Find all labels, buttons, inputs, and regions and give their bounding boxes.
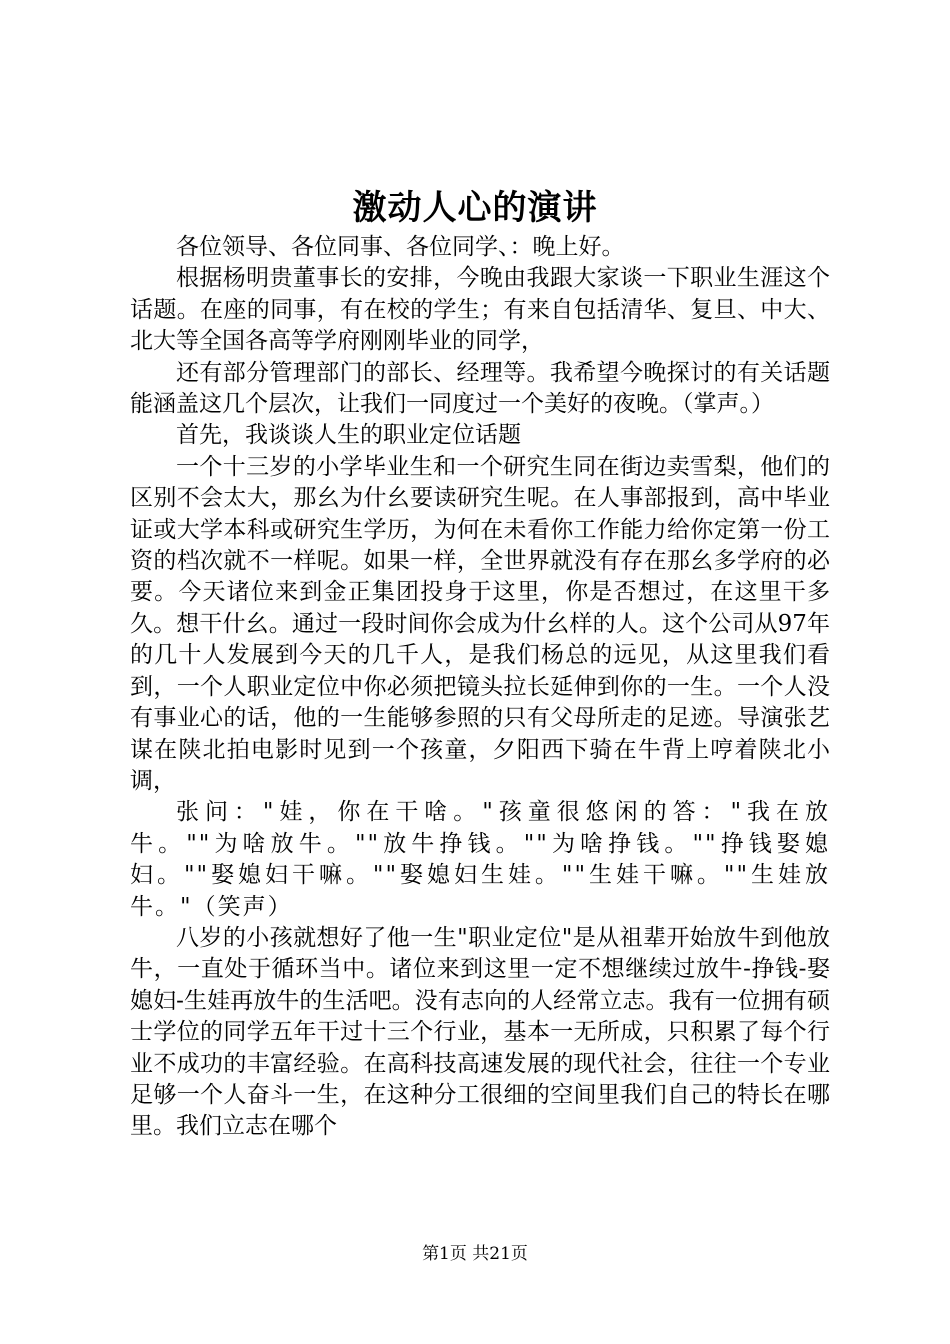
document-title: 激动人心的演讲 (352, 188, 598, 228)
paragraph-dialogue: 张问："娃，你在干啥。"孩童很悠闲的答："我在放牛。""为啥放牛。""放牛挣钱。""为啥挣钱。""挣钱娶媳妇。""娶媳妇干嘛。""娶媳妇生娃。""生娃干嘛。""生娃放牛。"（笑声） (130, 799, 830, 920)
document-body (130, 232, 830, 1143)
paragraph-reflection: 八岁的小孩就想好了他一生"职业定位"是从祖辈开始放牛到他放牛，一直处于循环当中。诸位来到这里一定不想继续过放牛-挣钱-娶媳妇-生娃再放牛的生活吧。没有志向的人经常立志。我有一位拥有硕士学位的同学五年干过十三个行业，基本一无所成，只积累了每个行业不成功的丰富经验。在高科技高速发展的现代社会，往往一个专业足够一个人奋斗一生，在这种分工很细的空间里我们自己的特长在哪里。我们立志在哪个 (130, 924, 830, 1140)
paragraph-audience: 还有部分管理部门的部长、经理等。我希望今晚探讨的有关话题能涵盖这几个层次，让我们一同度过一个美好的夜晚。（掌声。） (130, 359, 830, 418)
paragraph-intro: 根据杨明贵董事长的安排，今晚由我跟大家谈一下职业生涯这个话题。在座的同事，有在校的学生；有来自包括清华、复旦、中大、北大等全国各高等学府刚刚毕业的同学， (130, 265, 830, 355)
page-number: 第1页 共21页 (422, 1244, 528, 1264)
paragraph-topic-heading: 首先，我谈谈人生的职业定位话题 (176, 422, 521, 449)
paragraph-greeting: 各位领导、各位同事、各位同学、：晚上好。 (176, 234, 625, 260)
paragraph-career-positioning: 一个十三岁的小学毕业生和一个研究生同在街边卖雪梨，他们的区别不会太大，那幺为什幺要读研究生呢。在人事部报到，高中毕业证或大学本科或研究生学历，为何在未看你工作能力给你定第一份工资的档次就不一样呢。如果一样，全世界就没有存在那幺多学府的必要。今天诸位来到金正集团投身于这里，你是否想过，在这里干多久。想干什幺。通过一段时间你会成为什幺样的人。这个公司从97年的几十人发展到今天的几千人，是我们杨总的远见，从这里我们看到，一个人职业定位中你必须把镜头拉长延伸到你的一生。一个人没有事业心的话，他的一生能够参照的只有父母所走的足迹。导演张艺谋在陕北拍电影时见到一个孩童，夕阳西下骑在牛背上哼着陕北小调， (130, 453, 830, 794)
